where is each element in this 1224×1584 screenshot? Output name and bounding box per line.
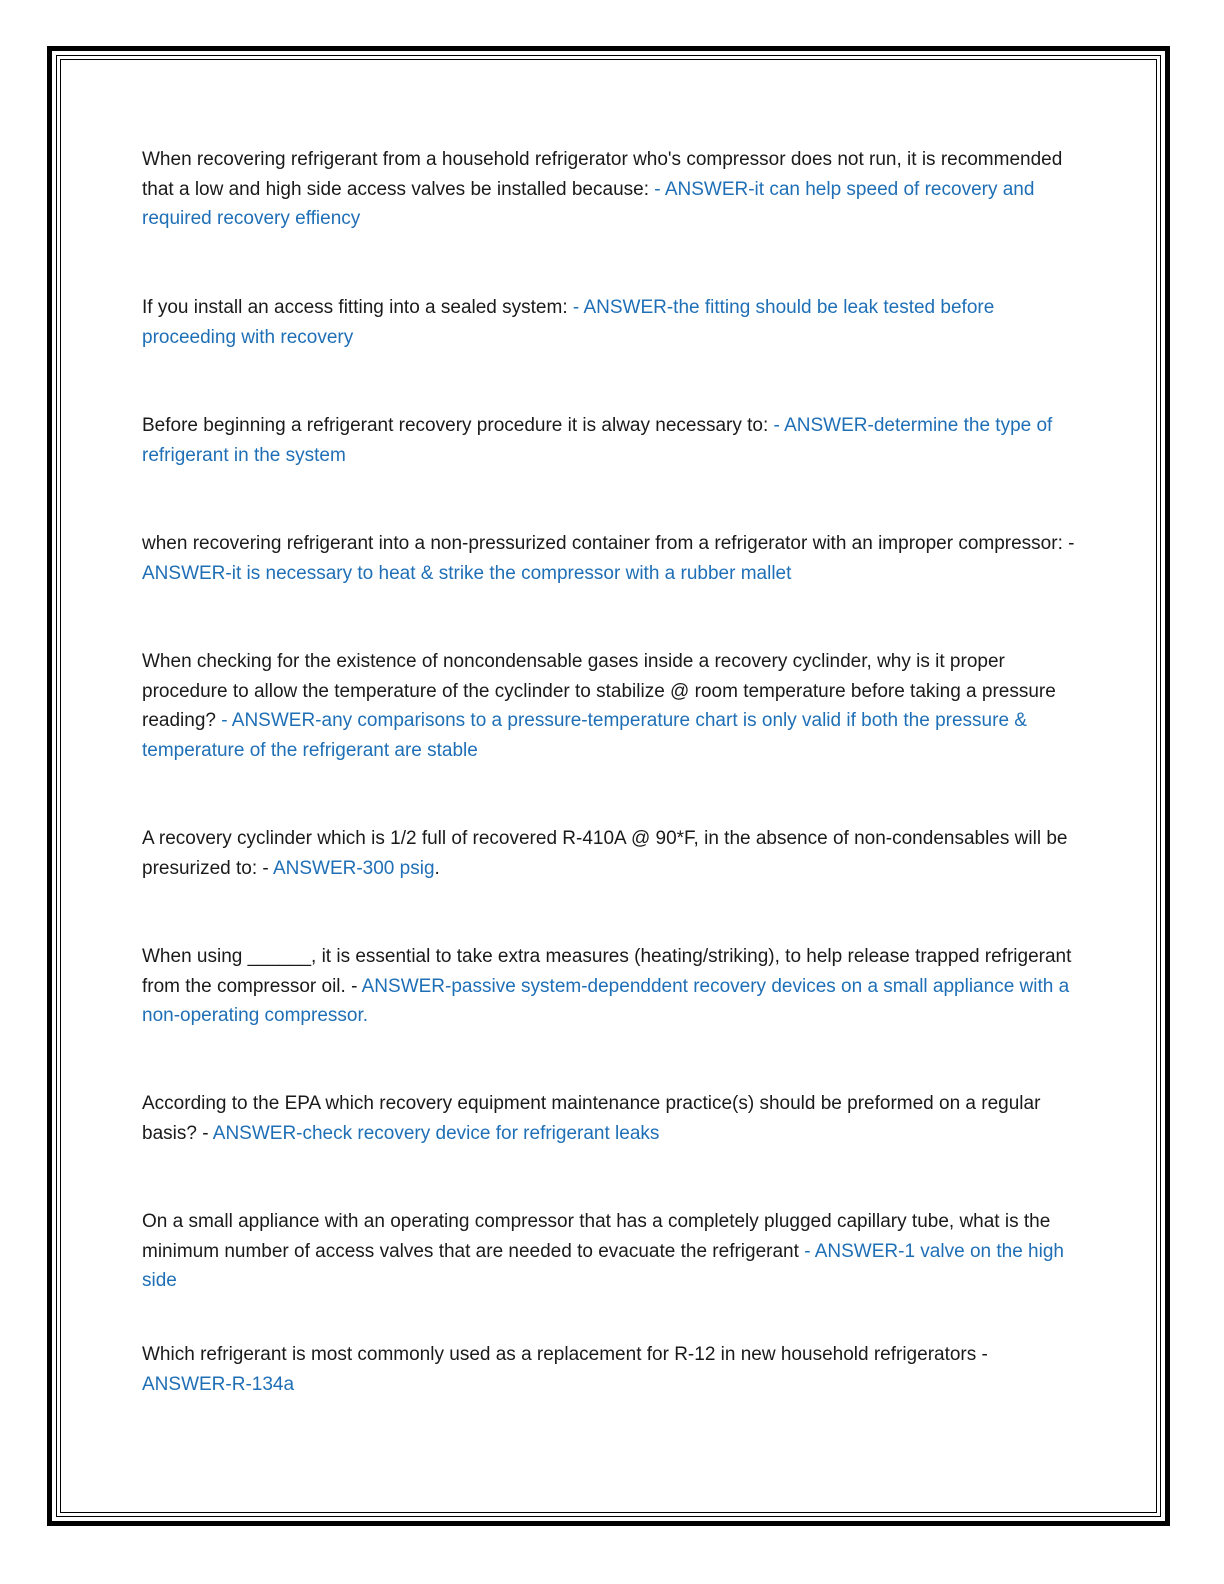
answer-text: ANSWER-passive system-dependdent recovery devices on a small appliance with a non-operating compressor.	[142, 975, 1070, 1026]
question-text: When checking for the existence of noncondensable gases inside a recovery cyclinder, why is it proper procedure to allow the temperature of the cyclinder to stabilize @ room temperature before taking a pressure reading?	[142, 651, 1056, 731]
qa-item-9	[142, 1207, 1077, 1296]
answer-text: - ANSWER-any comparisons to a pressure-temperature chart is only valid if both the pressure & temperature of the refrigerant are stable	[142, 710, 1027, 761]
answer-text: ANSWER-check recovery device for refrigerant leaks	[212, 1122, 660, 1144]
answer-text: - ANSWER-the fitting should be leak tested before proceeding with recovery	[142, 297, 995, 348]
qa-item-4	[142, 529, 1077, 588]
question-text: On a small appliance with an operating compressor that has a completely plugged capillary tube, what is the minimum number of access valves that are needed to evacuate the refrigerant	[142, 1211, 1051, 1262]
question-text: Which refrigerant is most commonly used as a replacement for R-12 in new household refrigerators -	[142, 1344, 988, 1365]
question-text: When using ______, it is essential to take extra measures (heating/striking), to help release trapped refrigerant from the compressor oil. -	[142, 946, 1072, 997]
answer-text: ANSWER-it is necessary to heat & strike the compressor with a rubber mallet	[142, 562, 792, 584]
page-border	[47, 46, 1170, 1526]
answer-text: - ANSWER-it can help speed of recovery and required recovery effiency	[142, 178, 1035, 229]
answer-suffix: .	[434, 857, 440, 879]
answer-text: ANSWER-R-134a	[142, 1373, 295, 1395]
question-text: A recovery cyclinder which is 1/2 full of recovered R-410A @ 90*F, in the absence of non-condensables will be presurized to: -	[142, 828, 1068, 879]
qa-item-3	[142, 411, 1077, 470]
qa-item-2	[142, 293, 1077, 352]
page-border-middle	[56, 55, 1161, 1517]
qa-item-8	[142, 1089, 1077, 1148]
question-text: Before beginning a refrigerant recovery procedure it is alway necessary to:	[142, 415, 774, 436]
question-text: If you install an access fitting into a sealed system:	[142, 297, 573, 318]
question-text: when recovering refrigerant into a non-pressurized container from a refrigerator with an improper compressor: -	[142, 533, 1075, 554]
qa-item-5	[142, 647, 1077, 765]
question-text: When recovering refrigerant from a household refrigerator who's compressor does not run, it is recommended that a low and high side access valves be installed because:	[142, 149, 1063, 200]
answer-text: - ANSWER-determine the type of refrigerant in the system	[142, 415, 1053, 466]
question-text: According to the EPA which recovery equipment maintenance practice(s) should be preformed on a regular basis? -	[142, 1093, 1041, 1144]
qa-item-10	[142, 1340, 1077, 1399]
qa-item-7	[142, 942, 1077, 1031]
answer-text: ANSWER-300 psig	[272, 857, 435, 879]
qa-item-1	[142, 145, 1077, 234]
answer-text: - ANSWER-1 valve on the high side	[142, 1240, 1064, 1291]
qa-item-6	[142, 824, 1077, 883]
